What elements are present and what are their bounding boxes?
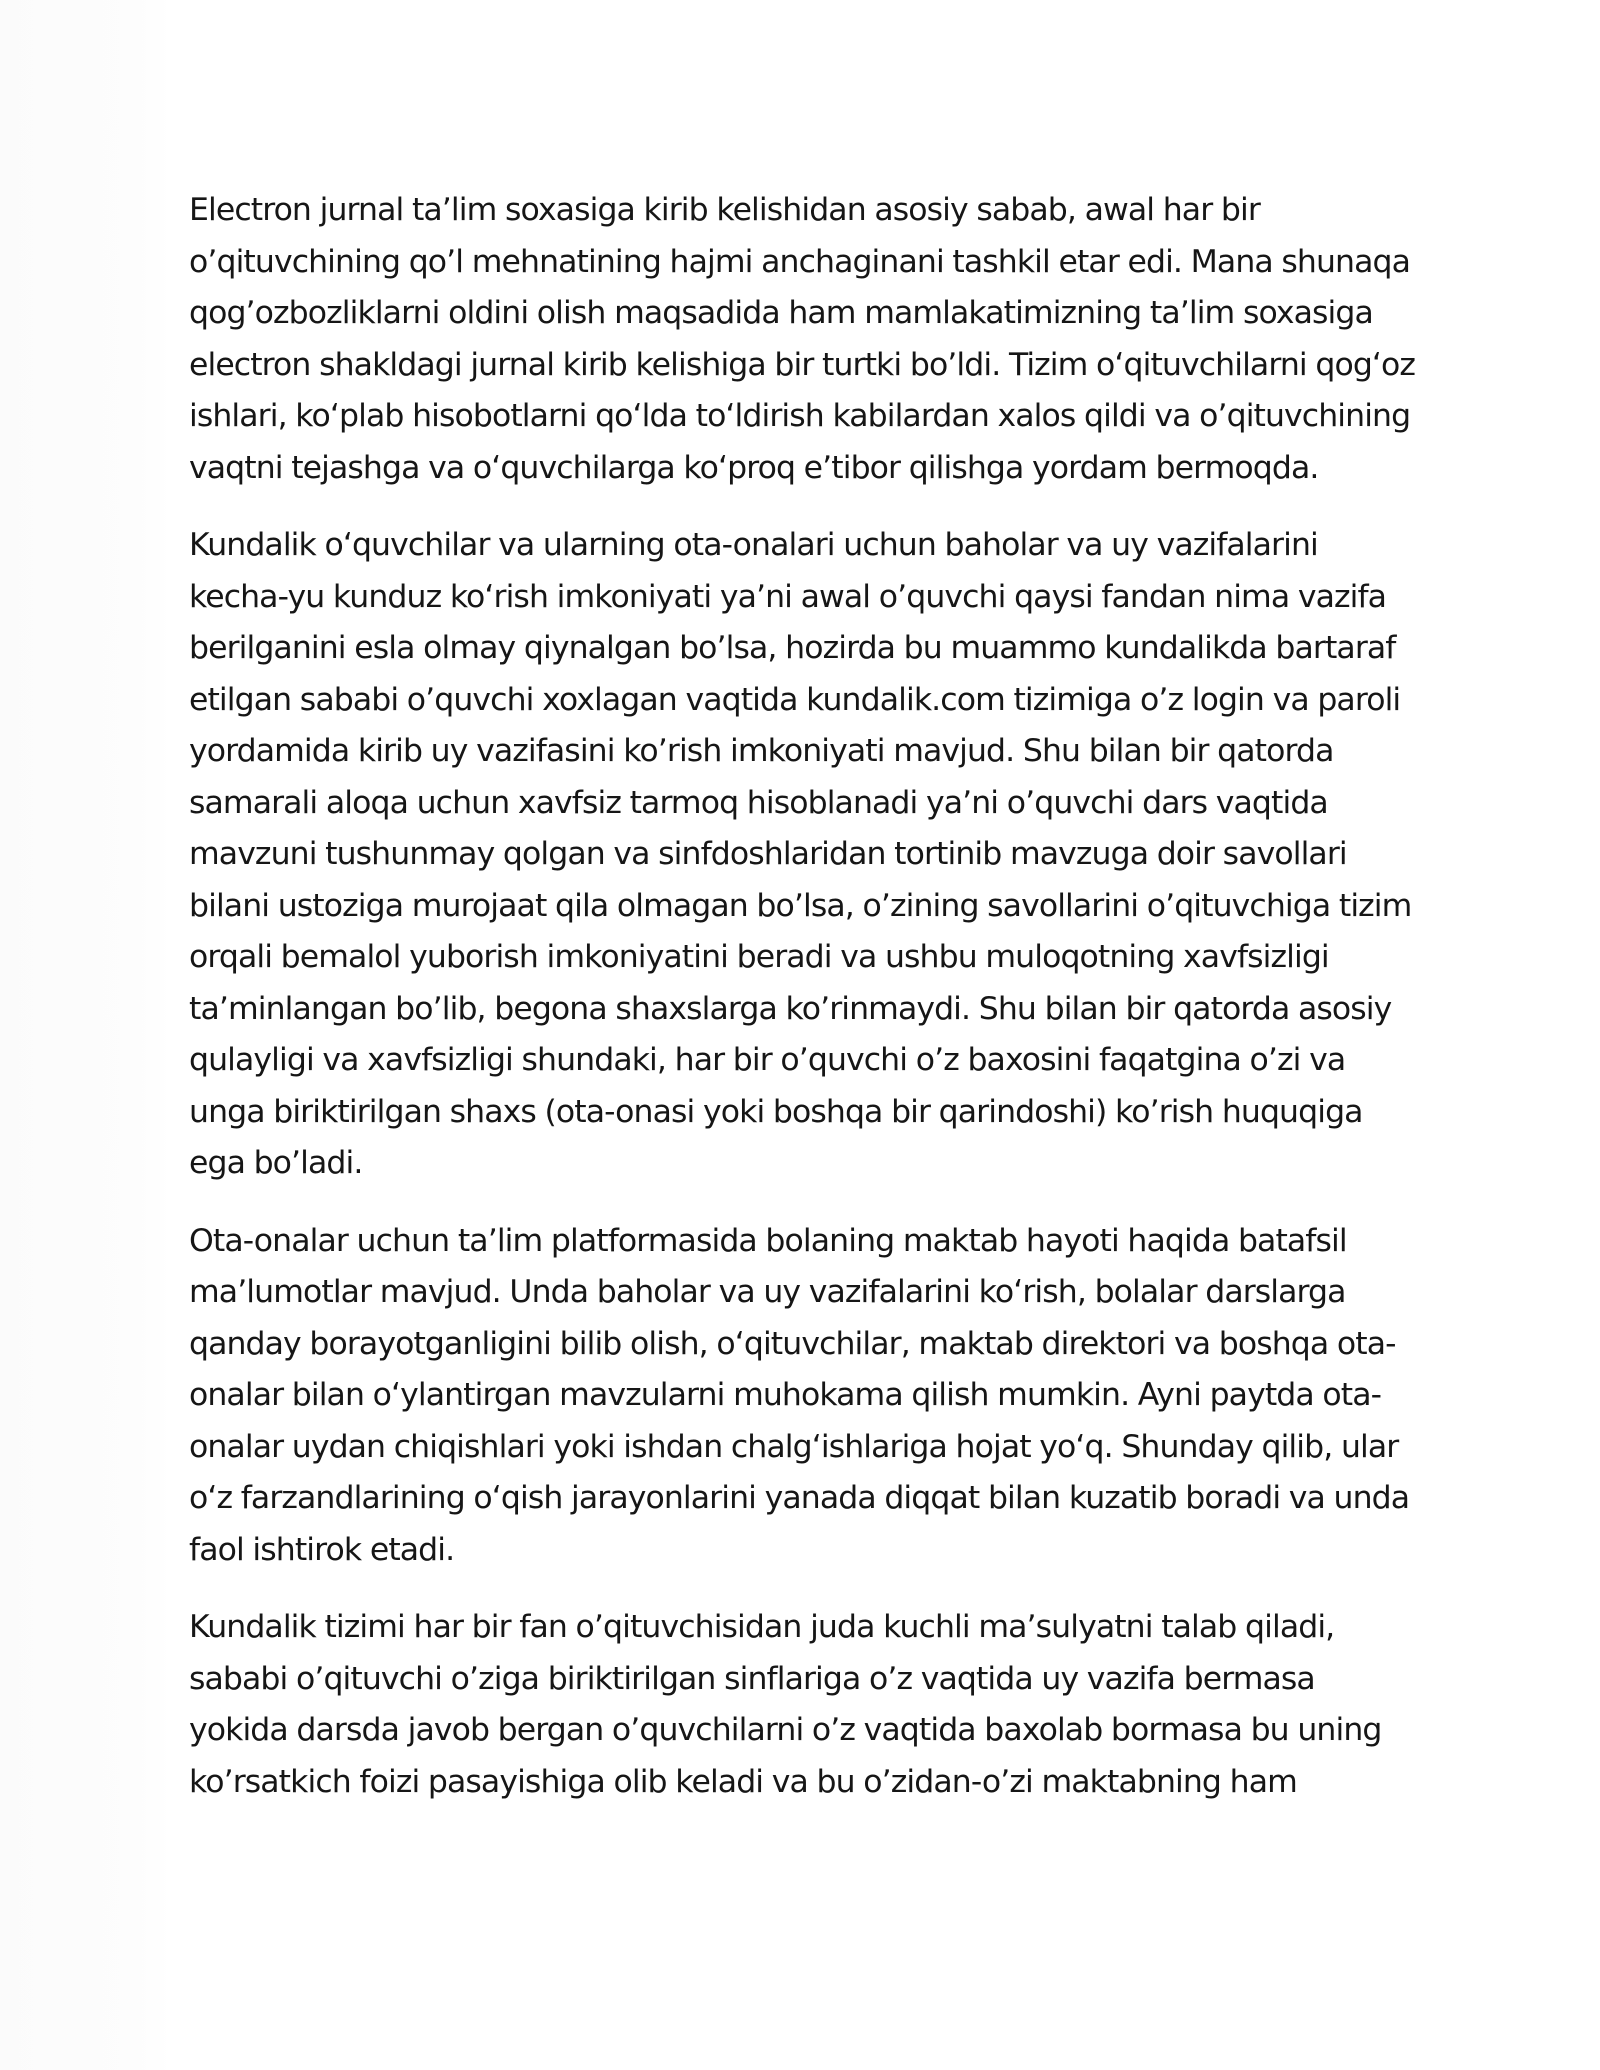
paragraph-kundalik-students: Kundalik oʻquvchilar va ularning ota-onalari uchun baholar va uy vazifalarini kecha-yu kunduz koʻrish imkoniyati ya’ni awal o’quvchi qaysi fandan nima vazifa berilganini esla olmay qiynalgan bo’lsa, hozirda bu muammo kundalikda bartaraf etilgan sababi o’quvchi xoxlagan vaqtida kundalik.com tizimiga o’z login va paroli yordamida kirib uy vazifasini ko’rish imkoniyati mavjud. Shu bilan bir qatorda samarali aloqa uchun xavfsiz tarmoq hisoblanadi ya’ni o’quvchi dars vaqtida mavzuni tushunmay qolgan va sinfdoshlaridan tortinib mavzuga doir savollari bilani ustoziga murojaat qila olmagan bo’lsa, o’zining savollarini o’qituvchiga tizim orqali bemalol yuborish imkoniyatini beradi va ushbu muloqotning xavfsizligi ta’minlangan bo’lib, begona shaxslarga ko’rinmaydi. Shu bilan bir qatorda asosiy qulayligi va xavfsizligi shundaki, har bir o’quvchi o’z baxosini faqatgina o’zi va unga biriktirilgan shaxs (ota-onasi yoki boshqa bir qarindoshi) ko’rish huquqiga ega bo’ladi. (189, 527, 1412, 1181)
document-body (189, 185, 1421, 1834)
paragraph-parents-platform: Ota-onalar uchun ta’lim platformasida bolaning maktab hayoti haqida batafsil ma’lumotlar mavjud. Unda baholar va uy vazifalarini koʻrish, bolalar darslarga qanday borayotganligini bilib olish, oʻqituvchilar, maktab direktori va boshqa ota-onalar bilan oʻylantirgan mavzularni muhokama qilish mumkin. Ayni paytda ota-onalar uydan chiqishlari yoki ishdan chalgʻishlariga hojat yoʻq. Shunday qilib, ular oʻz farzandlarining oʻqish jarayonlarini yanada diqqat bilan kuzatib boradi va unda faol ishtirok etadi. (189, 1222, 1410, 1568)
paragraph-electron-journal: Electron jurnal ta’lim soxasiga kirib kelishidan asosiy sabab, awal har bir o’qituvchining qo’l mehnatining hajmi anchaginani tashkil etar edi. Mana shunaqa qog’ozbozliklarni oldini olish maqsadida ham mamlakatimizning ta’lim soxasiga electron shakldagi jurnal kirib kelishiga bir turtki bo’ldi. Tizim oʻqituvchilarni qogʻoz ishlari, koʻplab hisobotlarni qoʻlda toʻldirish kabilardan xalos qildi va o’qituvchining vaqtni tejashga va oʻquvchilarga koʻproq eʼtibor qilishga yordam bermoqda. (189, 192, 1416, 486)
paragraph-teacher-responsibility: Kundalik tizimi har bir fan o’qituvchisidan juda kuchli ma’sulyatni talab qiladi, sababi o’qituvchi o’ziga biriktirilgan sinflariga o’z vaqtida uy vazifa bermasa yokida darsda javob bergan o’quvchilarni o’z vaqtida baxolab bormasa bu uning ko’rsatkich foizi pasayishiga olib keladi va bu o’zidan-o’zi maktabning ham (189, 1609, 1382, 1800)
page-margin-shade (0, 0, 172, 2070)
